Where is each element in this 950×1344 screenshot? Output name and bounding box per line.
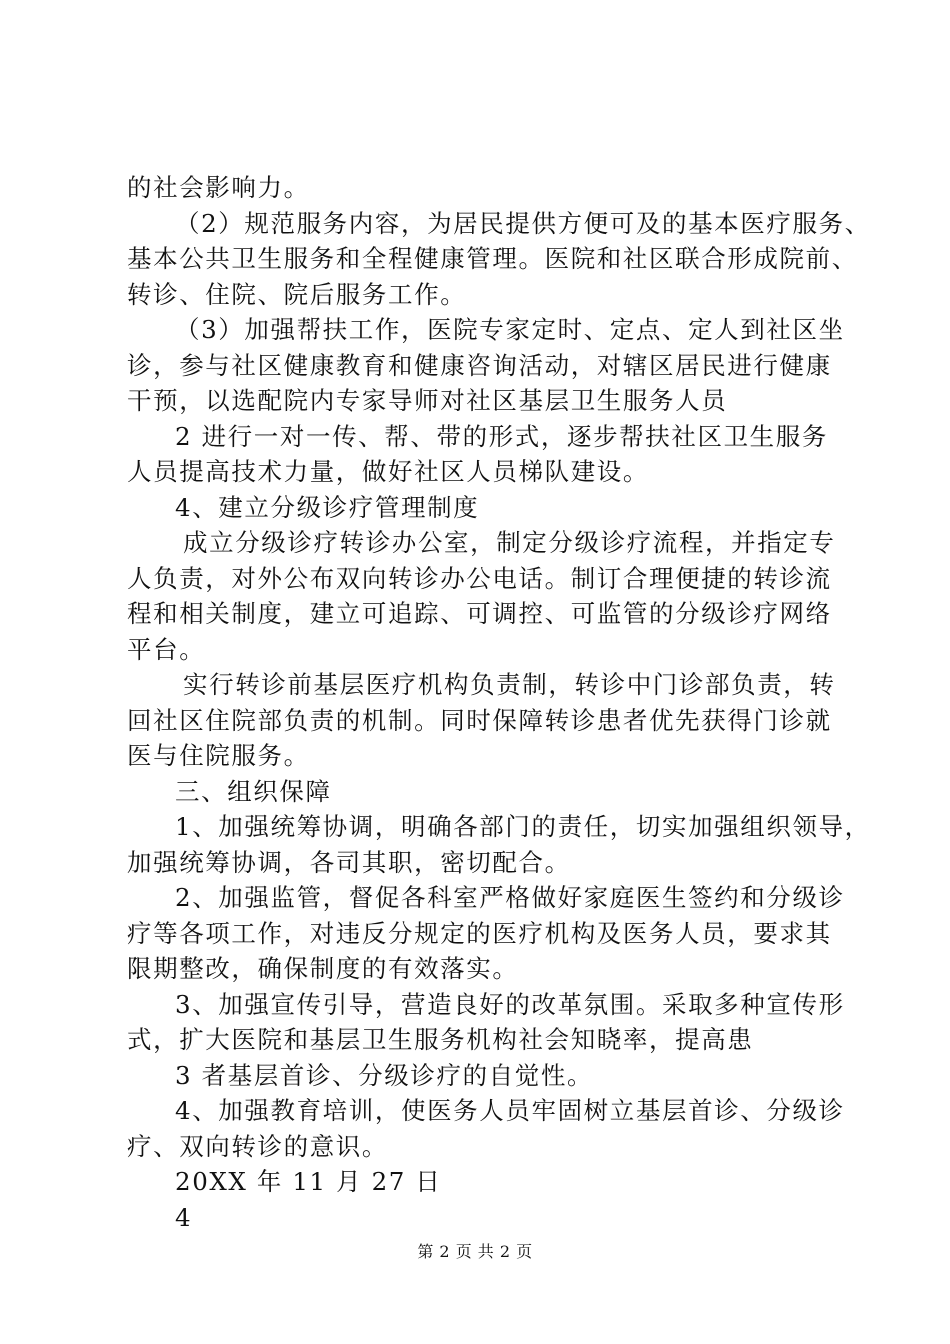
text-line: （3）加强帮扶工作，医院专家定时、定点、定人到社区坐: [175, 315, 845, 344]
text-line: 平台。: [127, 634, 206, 664]
text-line: 3、加强宣传引导，营造良好的改革氛围。采取多种宣传形: [175, 989, 845, 1019]
text-line: 干预，以选配院内专家导师对社区基层卫生服务人员: [127, 386, 728, 415]
text-line: 成立分级诊疗转诊办公室，制定分级诊疗流程，并指定专: [183, 528, 836, 557]
text-line: 疗、双向转诊的意识。: [127, 1131, 388, 1161]
text-line: 2、加强监管，督促各科室严格做好家庭医生签约和分级诊: [175, 883, 845, 912]
section-heading: 4、建立分级诊疗管理制度: [175, 492, 480, 522]
text-line: 式，扩大医院和基层卫生服务机构社会知晓率，提高患: [127, 1025, 754, 1054]
text-line: 限期整改，确保制度的有效落实。: [127, 954, 519, 983]
text-line: 4、加强教育培训，使医务人员牢固树立基层首诊、分级诊: [175, 1096, 845, 1125]
text-line: 的社会影响力。: [127, 173, 310, 202]
text-line: 1、加强统筹协调，明确各部门的责任，切实加强组织领导，: [175, 812, 871, 841]
text-line: 3 者基层首诊、分级诊疗的自觉性。: [175, 1060, 594, 1090]
text-line: 程和相关制度，建立可追踪、可调控、可监管的分级诊疗网络: [127, 599, 832, 628]
text-line: 转诊、住院、院后服务工作。: [127, 279, 467, 309]
document-date: 20XX 年 11 月 27 日: [175, 1167, 442, 1196]
text-line: 人负责，对外公布双向转诊办公电话。制订合理便捷的转诊流: [127, 563, 832, 593]
text-line: （2）规范服务内容，为居民提供方便可及的基本医疗服务、: [175, 208, 871, 238]
text-line: 疗等各项工作，对违反分规定的医疗机构及医务人员，要求其: [127, 918, 832, 948]
text-line: 人员提高技术力量，做好社区人员梯队建设。: [127, 457, 649, 486]
text-line: 基本公共卫生服务和全程健康管理。医院和社区联合形成院前、: [127, 244, 858, 273]
text-line: 2 进行一对一传、帮、带的形式，逐步帮扶社区卫生服务: [175, 421, 828, 451]
text-line: 医与住院服务。: [127, 741, 310, 770]
document-body: [127, 170, 871, 1235]
text-line: 回社区住院部负责的机制。同时保障转诊患者优先获得门诊就: [127, 705, 832, 735]
page-footer: 第 2 页 共 2 页: [417, 1242, 533, 1261]
section-heading: 三、组织保障: [175, 776, 332, 806]
text-line: 加强统筹协调，各司其职，密切配合。: [127, 847, 571, 877]
text-line: 实行转诊前基层医疗机构负责制，转诊中门诊部负责，转: [183, 670, 836, 699]
page-marker: 4: [175, 1202, 193, 1232]
text-line: 诊，参与社区健康教育和健康咨询活动，对辖区居民进行健康: [127, 350, 832, 380]
